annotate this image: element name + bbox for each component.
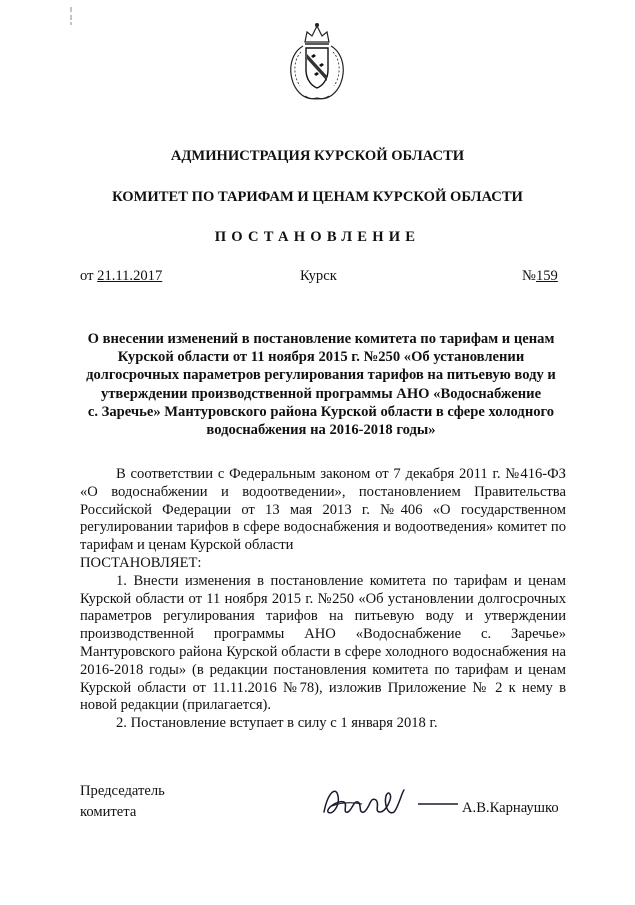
resolves-line: ПОСТАНОВЛЯЕТ: <box>80 554 202 571</box>
subject-line: утверждении производственной программы АНО «Водоснабжение <box>100 385 542 402</box>
kursk-coat-of-arms-icon <box>283 20 351 102</box>
signatory-name: А.В.Карнаушко <box>462 800 559 816</box>
subject-line: водоснабжения на 2016-2018 годы» <box>206 422 436 439</box>
document-city: Курск <box>300 268 337 284</box>
signatory-position <box>80 781 165 823</box>
corner-mark-icon <box>68 6 74 26</box>
position-line-1: Председатель <box>80 783 165 799</box>
number-prefix: № <box>522 268 536 284</box>
document-body <box>80 466 566 733</box>
document-type-heading: ПОСТАНОВЛЕНИЕ <box>214 229 421 245</box>
subject-line: Курской области от 11 ноября 2015 г. №250 «Об установлении <box>117 349 525 366</box>
subject-line: с. Заречье» Мантуровского района Курской области в сфере холодного <box>87 403 555 420</box>
preamble-paragraph: В соответствии с Федеральным законом от 7 декабря 2011 г. №416-ФЗ «О водоснабжении и водоотведении», постановлением Правительства Российской Федерации от 13 мая 2013 г. №406 «О государственном регулировании тарифов в сфере водоснабжения и водоотведения» комитет по тарифам и ценам Курской области <box>80 466 566 554</box>
date-prefix: от <box>80 268 98 284</box>
position-line-2: комитета <box>80 804 137 820</box>
subject-line: долгосрочных параметров регулирования тарифов на питьевую воду и <box>86 367 556 384</box>
committee-heading: КОМИТЕТ ПО ТАРИФАМ И ЦЕНАМ КУРСКОЙ ОБЛАСТИ <box>112 189 523 205</box>
administration-heading: АДМИНИСТРАЦИЯ КУРСКОЙ ОБЛАСТИ <box>170 148 465 164</box>
document-number <box>522 268 558 285</box>
date-value: 21.11.2017 <box>97 268 163 284</box>
subject-line: О внесении изменений в постановление комитета по тарифам и ценам <box>87 331 555 347</box>
number-value: 159 <box>535 268 558 284</box>
item-1-paragraph: 1. Внести изменения в постановление комитета по тарифам и ценам Курской области от 11 ноября 2015 г. №250 «Об установлении долгосрочных параметров регулирования тарифов на питьевую воду и утверждении производственной программы АНО «Водоснабжение с. Заречье» Мантуровского района Курской области в сфере холодного водоснабжения на 2016-2018 годы» (в редакции постановления комитета по тарифам и ценам Курской области от 11.11.2016 №78), изложив Приложение № 2 к нему в новой редакции (прилагается). <box>80 572 566 714</box>
document-subject <box>80 330 562 439</box>
document-date <box>80 268 162 285</box>
item-2-paragraph: 2. Постановление вступает в силу с 1 января 2018 г. <box>116 715 438 732</box>
handwritten-signature <box>318 782 468 824</box>
